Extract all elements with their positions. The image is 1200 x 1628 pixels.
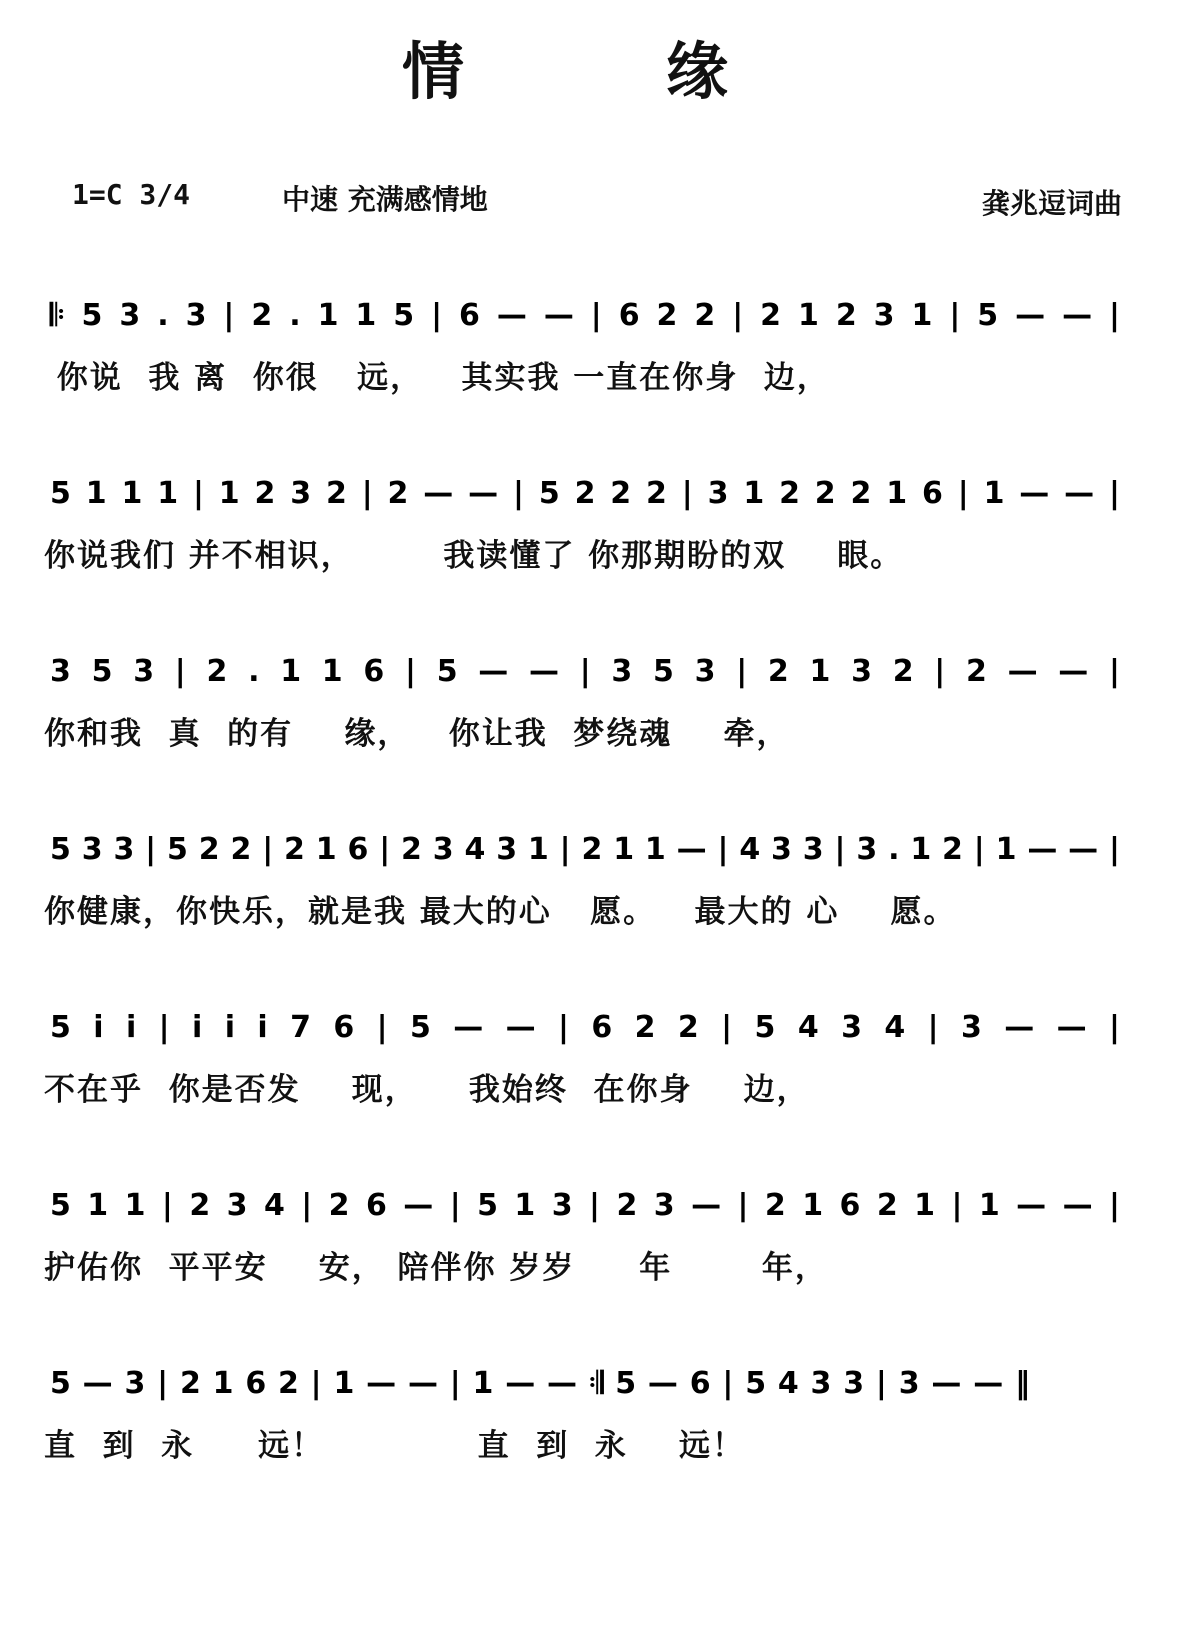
notation-text: 5 3 3 | 5 2 2 | 2 1 6 | 2 3 4 3 1 | 2 1 1 — | 4 3 3 | 3 . 1 2 | 1 — — | [50, 832, 1120, 867]
lyrics-row: 你说我们 并不相识， 我读懂了 你那期盼的双 眼。 [44, 538, 904, 574]
lyrics-row: 直 到 永 远！ 直 到 永 远！ [44, 1428, 745, 1464]
lyrics-row: 护佑你 平平安 安， 陪伴你 岁岁 年 年， [44, 1250, 828, 1286]
music-line-3 [0, 646, 1200, 806]
notation-text: 3 5 3 | 2 . 1 1 6 | 5 — — | 3 5 3 | 2 1 3 2 | 2 — — | [50, 654, 1120, 689]
music-line-5 [0, 1002, 1200, 1162]
lyrics-row: 你健康，你快乐，就是我 最大的心 愿。 最大的 心 愿。 [44, 894, 957, 930]
song-title: 情 缘 [401, 35, 798, 108]
composer-credit: 龚兆逗词曲 [981, 187, 1122, 220]
notation-text: 5 i i | i i i 7 6 | 5 — — | 6 2 2 | 5 4 3 4 | 3 — — | [50, 1010, 1121, 1045]
notation-row [44, 468, 1164, 528]
notation-row [44, 290, 1164, 350]
notation-text: 5 — 3 | 2 1 6 2 | 1 — — | 1 — — 𝄇 5 — 6 | 5 4 3 3 | 3 — — ‖ [50, 1366, 1030, 1401]
lyrics-row: 不在乎 你是否发 现， 我始终 在你身 边， [44, 1072, 810, 1108]
lyrics-row: 你和我 真 的有 缘， 你让我 梦绕魂 牵， [44, 716, 790, 752]
music-line-4 [0, 824, 1200, 984]
lyrics-row: 你说 我 离 你很 远， 其实我 一直在你身 边， [44, 360, 830, 396]
music-line-1 [0, 290, 1200, 450]
notation-text: 5 1 1 | 2 3 4 | 2 6 — | 5 1 3 | 2 3 — | 2 1 6 2 1 | 1 — — | [50, 1188, 1120, 1223]
music-line-6 [0, 1180, 1200, 1340]
notation-row [44, 1002, 1164, 1062]
notation-row [44, 646, 1164, 706]
notation-row [44, 824, 1164, 884]
music-line-2 [0, 468, 1200, 628]
tempo-marking: 中速 充满感情地 [282, 183, 488, 216]
notation-row [44, 1180, 1164, 1240]
key-signature: 1=C 3/4 [72, 178, 191, 211]
music-line-7 [0, 1358, 1200, 1518]
notation-text: 5 1 1 1 | 1 2 3 2 | 2 — — | 5 2 2 2 | 3 1 2 2 2 1 6 | 1 — — | [50, 476, 1120, 511]
notation-text: 𝄆 5 3 . 3 | 2 . 1 1 5 | 6 — — | 6 2 2 | 2 1 2 3 1 | 5 — — | [50, 298, 1120, 333]
notation-row [44, 1358, 1164, 1418]
